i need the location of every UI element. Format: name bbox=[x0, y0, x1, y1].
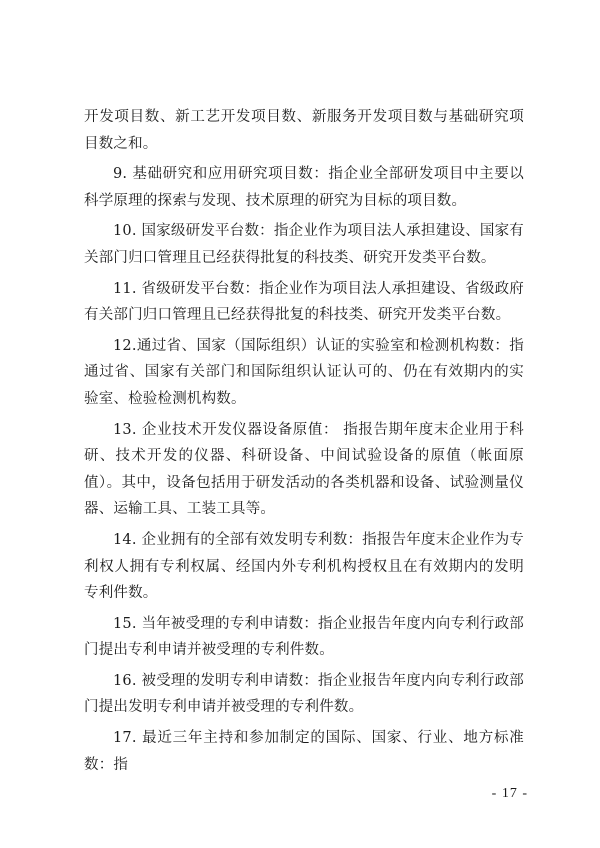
paragraph-item-17: 17. 最近三年主持和参加制定的国际、国家、行业、地方标准数：指 bbox=[84, 730, 524, 773]
paragraph-item-9: 9. 基础研究和应用研究项目数：指企业全部研发项目中主要以科学原理的探索与发现、技术原理的研究为目标的项目数。 bbox=[84, 166, 524, 209]
paragraph-item-14: 14. 企业拥有的全部有效发明专利数：指报告年度末企业作为专利权人拥有专利权属、经国内外专利机构授权且在有效期内的发明专利件数。 bbox=[84, 531, 524, 602]
paragraph-item-16: 16. 被受理的发明专利申请数：指企业报告年度内向专利行政部门提出发明专利申请并被受理的专利件数。 bbox=[84, 672, 524, 716]
paragraph-item-13: 13. 企业技术开发仪器设备原值： 指报告期年度末企业用于科研、技术开发的仪器、科研设备、中间试验设备的原值（帐面原值）。其中，设备包括用于研发活动的各类机器和设备、试验测量仪器、运输工具、工装工具等。 bbox=[84, 421, 524, 518]
document-body bbox=[84, 104, 524, 782]
paragraph-item-12: 12.通过省、国家（国际组织）认证的实验室和检测机构数：指通过省、国家有关部门和国际组织认证认可的、仍在有效期内的实验室、检验检测机构数。 bbox=[84, 337, 524, 407]
paragraph-item-10: 10. 国家级研发平台数：指企业作为项目法人承担建设、国家有关部门归口管理且已经获得批复的科技类、研究开发类平台数。 bbox=[84, 223, 524, 266]
paragraph-item-11: 11. 省级研发平台数：指企业作为项目法人承担建设、省级政府有关部门归口管理且已经获得批复的科技类、研究开发类平台数。 bbox=[84, 280, 524, 324]
page-number: - 17 - bbox=[491, 786, 528, 801]
paragraph-item-15: 15. 当年被受理的专利申请数：指企业报告年度内向专利行政部门提出专利申请并被受理的专利件数。 bbox=[84, 615, 524, 659]
paragraph-continuation: 开发项目数、新工艺开发项目数、新服务开发项目数与基础研究项目数之和。 bbox=[84, 109, 524, 152]
